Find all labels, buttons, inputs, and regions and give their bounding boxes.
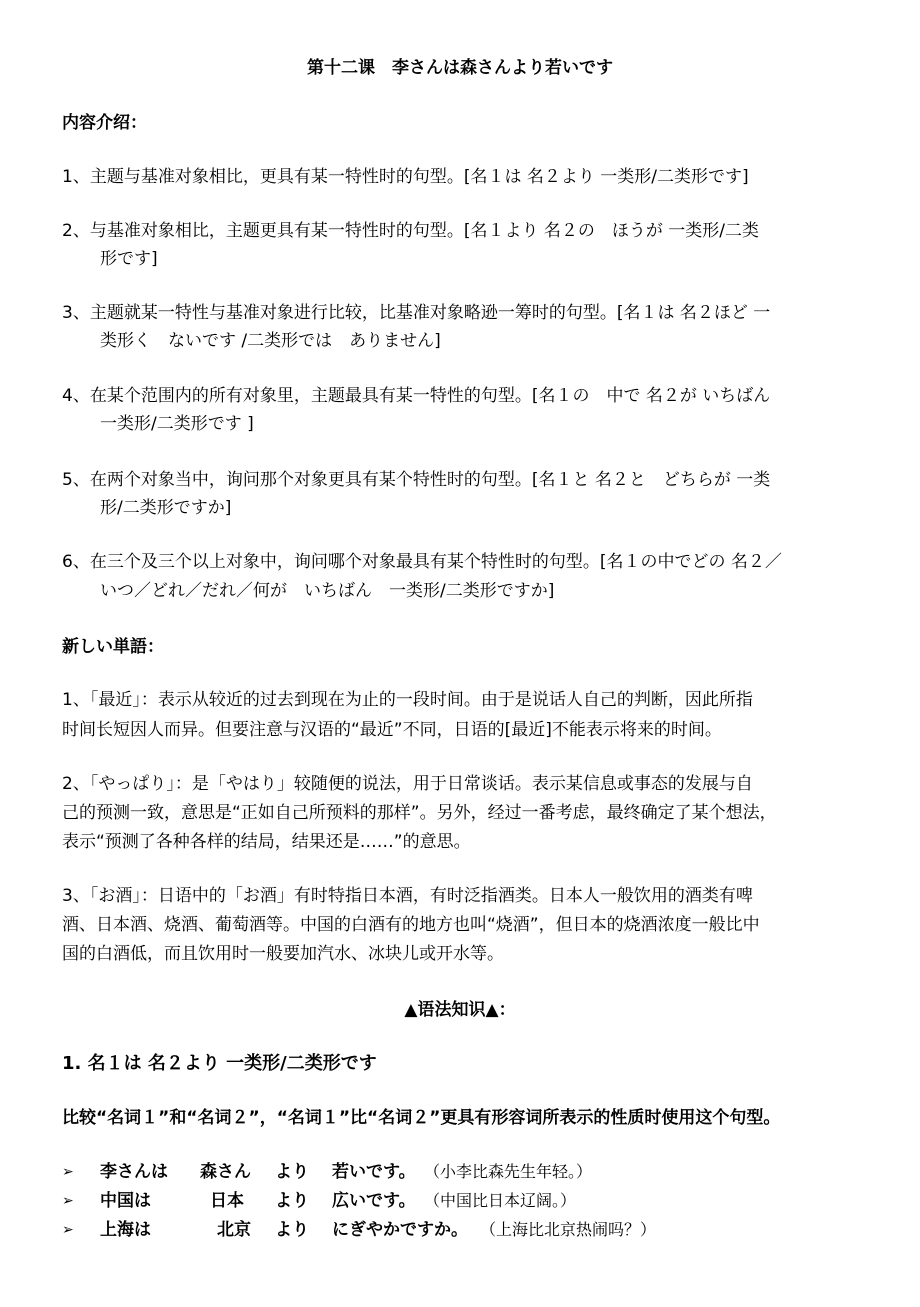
vocab-item-3-line-3: 国的白酒低，而且饮用时一般要加汽水、冰块儿或开水等。 bbox=[62, 944, 504, 964]
example-row bbox=[62, 1190, 862, 1214]
vocab-item-2-line-1: 2、「やっぱり」：是「やはり」较随便的说法，用于日常谈话。表示某信息或事态的发展与自 bbox=[62, 774, 753, 794]
intro-item-2-line-1: 2、与基准对象相比，主题更具有某一特性时的句型。[名１より 名２の ほうが 一类形/二类 bbox=[62, 221, 759, 241]
example-subject: 上海は bbox=[100, 1220, 151, 1240]
intro-item-3-line-1: 3、主题就某一特性与基准对象进行比较，比基准对象略逊一筹时的句型。[名１は 名２ほど 一 bbox=[62, 303, 771, 323]
example-yori: より bbox=[275, 1191, 309, 1211]
example-yori: より bbox=[275, 1162, 309, 1182]
grammar-heading: ▲语法知识▲： bbox=[404, 1000, 516, 1020]
example-subject: 李さんは bbox=[100, 1162, 168, 1182]
intro-item-4-line-2: 一类形/二类形です ] bbox=[100, 414, 254, 434]
grammar-point-title: 1. 名１は 名２より 一类形/二类形です bbox=[62, 1053, 377, 1074]
intro-heading: 内容介绍： bbox=[62, 113, 147, 133]
example-yori: より bbox=[275, 1220, 309, 1240]
example-predicate: 広いです。 bbox=[332, 1191, 416, 1211]
vocab-item-1-line-1: 1、「最近」：表示从较近的过去到现在为止的一段时间。由于是说话人自己的判断，因此所指 bbox=[62, 690, 753, 710]
example-row bbox=[62, 1219, 862, 1243]
example-note: （上海比北京热闹吗？） bbox=[480, 1220, 657, 1239]
vocab-item-2-line-2: 己的预测一致，意思是“正如自己所预料的那样”。另外，经过一番考虑，最终确定了某个想法， bbox=[62, 803, 777, 823]
example-note: （中国比日本辽阔。） bbox=[424, 1191, 577, 1210]
example-predicate: にぎやかですか。 bbox=[332, 1220, 468, 1240]
intro-item-5-line-2: 形/二类形ですか] bbox=[100, 498, 232, 518]
page-title: 第十二课 李さんは森さんより若いです bbox=[307, 58, 613, 78]
example-note: （小李比森先生年轻。） bbox=[424, 1162, 593, 1181]
example-row bbox=[62, 1161, 862, 1185]
bullet-arrow-icon: ➢ bbox=[62, 1222, 74, 1238]
intro-item-2-line-2: 形です] bbox=[100, 249, 158, 269]
vocab-item-2-line-3: 表示“预测了各种各样的结局，结果还是……”的意思。 bbox=[62, 832, 471, 852]
vocab-item-3-line-1: 3、「お酒」：日语中的「お酒」有时特指日本酒，有时泛指酒类。日本人一般饮用的酒类有啤 bbox=[62, 886, 753, 906]
intro-item-6-line-2: いつ／どれ／だれ／何が いちばん 一类形/二类形ですか] bbox=[100, 581, 555, 601]
example-subject: 中国は bbox=[100, 1191, 151, 1211]
bullet-arrow-icon: ➢ bbox=[62, 1193, 74, 1209]
intro-item-4-line-1: 4、在某个范围内的所有对象里，主题最具有某一特性的句型。[名１の 中で 名２が いちばん bbox=[62, 386, 771, 406]
intro-item-1-line-1: 1、主题与基准对象相比，更具有某一特性时的句型。[名１は 名２より 一类形/二类形です] bbox=[62, 167, 749, 187]
example-target: 日本 bbox=[210, 1191, 244, 1211]
vocab-heading: 新しい単語： bbox=[62, 637, 164, 657]
example-predicate: 若いです。 bbox=[332, 1162, 416, 1182]
example-target: 森さん bbox=[200, 1162, 251, 1182]
intro-item-5-line-1: 5、在两个对象当中，询问那个对象更具有某个特性时的句型。[名１と 名２と どちらが 一类 bbox=[62, 470, 771, 490]
example-target: 北京 bbox=[217, 1220, 251, 1240]
bullet-arrow-icon: ➢ bbox=[62, 1164, 74, 1180]
grammar-explanation: 比较“名词１”和“名词２”，“名词１”比“名词２”更具有形容词所表示的性质时使用这个句型。 bbox=[62, 1108, 781, 1128]
intro-item-6-line-1: 6、在三个及三个以上对象中，询问哪个对象最具有某个特性时的句型。[名１の中でどの 名２／ bbox=[62, 552, 782, 572]
intro-item-3-line-2: 类形く ないです /二类形では ありません] bbox=[100, 331, 441, 351]
vocab-item-3-line-2: 酒、日本酒、烧酒、葡萄酒等。中国的白酒有的地方也叫“烧酒”，但日本的烧酒浓度一般比中 bbox=[62, 915, 760, 935]
vocab-item-1-line-2: 时间长短因人而异。但要注意与汉语的“最近”不同，日语的[最近]不能表示将来的时间。 bbox=[62, 720, 722, 740]
